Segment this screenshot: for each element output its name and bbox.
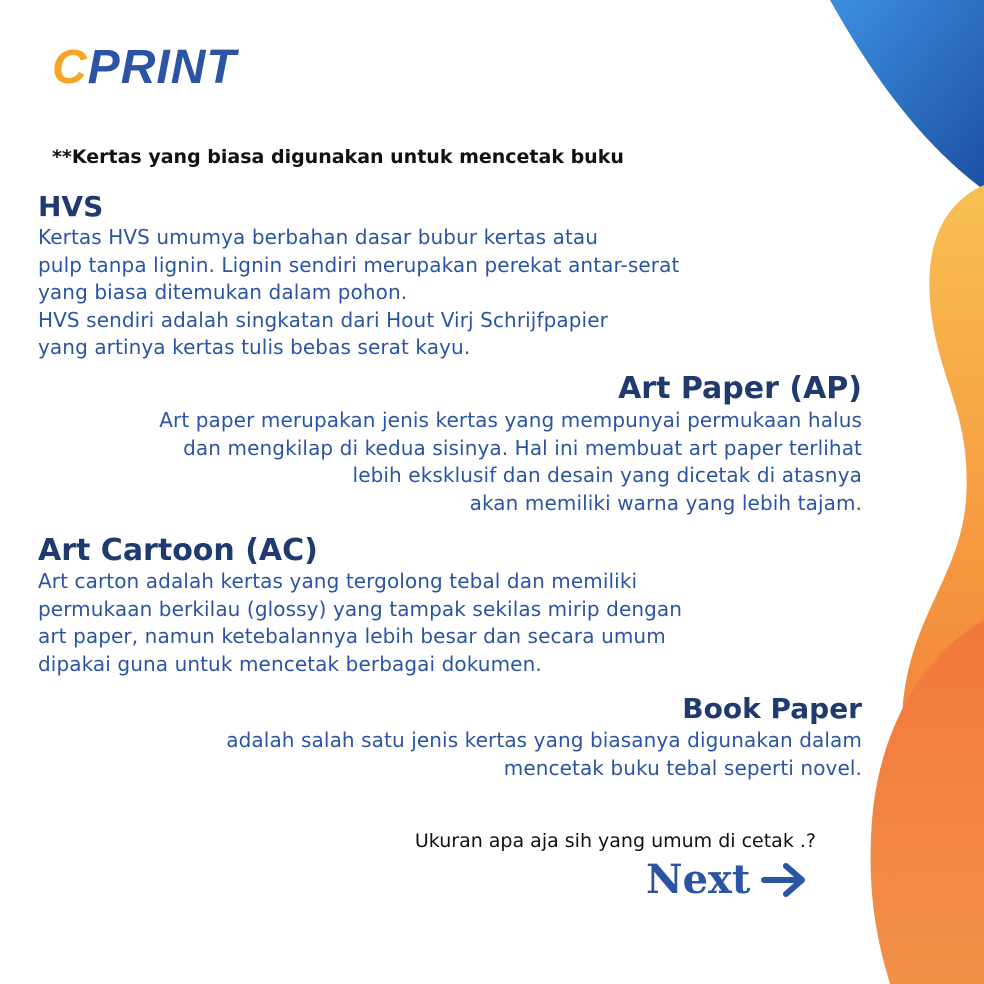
- blue-wave: [830, 0, 984, 190]
- heading-art-cartoon: Art Cartoon (AC): [38, 533, 318, 568]
- heading-art-paper: Art Paper (AP): [618, 371, 862, 406]
- arrow-right-icon: [760, 861, 810, 899]
- page-subtitle: **Kertas yang biasa digunakan untuk mencetak buku: [52, 146, 624, 168]
- logo-c-mark: C: [52, 41, 88, 94]
- text-book-paper: adalah salah satu jenis kertas yang biasanya digunakan dalam mencetak buku tebal seperti novel.: [226, 728, 862, 780]
- cprint-logo: [52, 41, 237, 94]
- logo-text: PRINT: [87, 41, 237, 94]
- next-question: Ukuran apa aja sih yang umum di cetak .?: [414, 830, 816, 852]
- heading-hvs: HVS: [38, 190, 104, 223]
- next-label: Next: [646, 856, 751, 903]
- orange-wave-lower: [871, 620, 984, 984]
- text-art-paper: Art paper merupakan jenis kertas yang mempunyai permukaan halus dan mengkilap di kedua sisinya. Hal ini membuat art paper terlihat lebih eksklusif dan desain yang dicetak di atasnya akan memiliki warna yang lebih tajam.: [159, 408, 862, 515]
- heading-book-paper: Book Paper: [682, 692, 862, 725]
- text-hvs: Kertas HVS umumya berbahan dasar bubur kertas atau pulp tanpa lignin. Lignin sendiri merupakan perekat antar-serat yang biasa ditemukan dalam pohon. HVS sendiri adalah singkatan dari Hout Virj Schrijfpapier yang artinya kertas tulis bebas serat kayu.: [38, 225, 680, 359]
- text-art-cartoon: Art carton adalah kertas yang tergolong tebal dan memiliki permukaan berkilau (glossy) yang tampak sekilas mirip dengan art paper, namun ketebalannya lebih besar dan secara umum dipakai guna untuk mencetak berbagai dokumen.: [38, 569, 683, 676]
- next-button[interactable]: [646, 856, 810, 903]
